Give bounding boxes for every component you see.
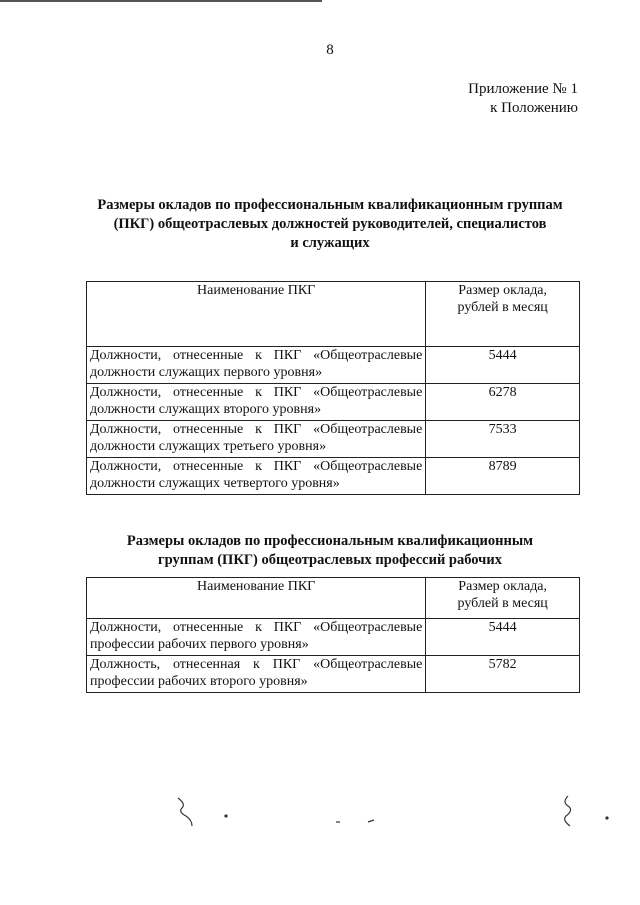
table-header-row — [87, 282, 580, 347]
dot-mark — [605, 816, 608, 819]
salary-cell: 5444 — [426, 347, 580, 384]
section-2-title-line: Размеры окладов по профессиональным квалификационным — [126, 533, 534, 549]
column-header-salary-line: Размер оклада, — [458, 283, 548, 298]
dot-mark — [224, 814, 227, 817]
scan-marks — [0, 780, 640, 840]
section-2-salary-table — [86, 577, 580, 693]
page-number: 8 — [326, 42, 334, 58]
salary-cell: 6278 — [426, 384, 580, 421]
section-2-title-line: группам (ПКГ) общеотраслевых профессий рабочих — [158, 552, 502, 568]
table-row — [87, 384, 580, 421]
section-2-title — [80, 532, 580, 570]
column-header-name: Наименование ПКГ — [87, 578, 426, 619]
column-header-salary-line: рублей в месяц — [457, 596, 548, 611]
column-header-salary-line: рублей в месяц — [457, 300, 548, 315]
section-1-title — [80, 196, 580, 253]
appendix-line-2: к Положению — [490, 100, 578, 116]
column-header-name: Наименование ПКГ — [87, 282, 426, 347]
table-header-row — [87, 578, 580, 619]
salary-cell: 8789 — [426, 458, 580, 495]
salary-cell: 5444 — [426, 619, 580, 656]
salary-cell: 7533 — [426, 421, 580, 458]
appendix-reference — [468, 80, 578, 118]
table-row — [87, 421, 580, 458]
section-1-salary-table — [86, 281, 580, 495]
tick-mark — [368, 820, 374, 822]
pen-stroke-right — [565, 796, 571, 826]
salary-cell: 5782 — [426, 656, 580, 693]
pkg-name-cell: Должности, отнесенные к ПКГ «Общеотраслевые должности служащих второго уровня» — [87, 384, 426, 421]
appendix-line-1: Приложение № 1 — [468, 81, 578, 97]
scan-top-rule — [0, 0, 322, 2]
pkg-name-cell: Должности, отнесенные к ПКГ «Общеотраслевые должности служащих четвертого уровня» — [87, 458, 426, 495]
column-header-salary-line: Размер оклада, — [458, 579, 548, 594]
pen-stroke-left — [178, 798, 192, 826]
column-header-salary — [426, 578, 580, 619]
table-row — [87, 656, 580, 693]
table-row — [87, 347, 580, 384]
pkg-name-cell: Должность, отнесенная к ПКГ «Общеотраслевые профессии рабочих второго уровня» — [87, 656, 426, 693]
section-1-title-line: Размеры окладов по профессиональным квалификационным группам — [97, 197, 563, 213]
table-row — [87, 619, 580, 656]
pkg-name-cell: Должности, отнесенные к ПКГ «Общеотраслевые профессии рабочих первого уровня» — [87, 619, 426, 656]
section-1-title-line: (ПКГ) общеотраслевых должностей руководителей, специалистов — [113, 216, 547, 232]
pkg-name-cell: Должности, отнесенные к ПКГ «Общеотраслевые должности служащих третьего уровня» — [87, 421, 426, 458]
column-header-salary — [426, 282, 580, 347]
section-1-title-line: и служащих — [290, 235, 370, 251]
table-row — [87, 458, 580, 495]
pkg-name-cell: Должности, отнесенные к ПКГ «Общеотраслевые должности служащих первого уровня» — [87, 347, 426, 384]
